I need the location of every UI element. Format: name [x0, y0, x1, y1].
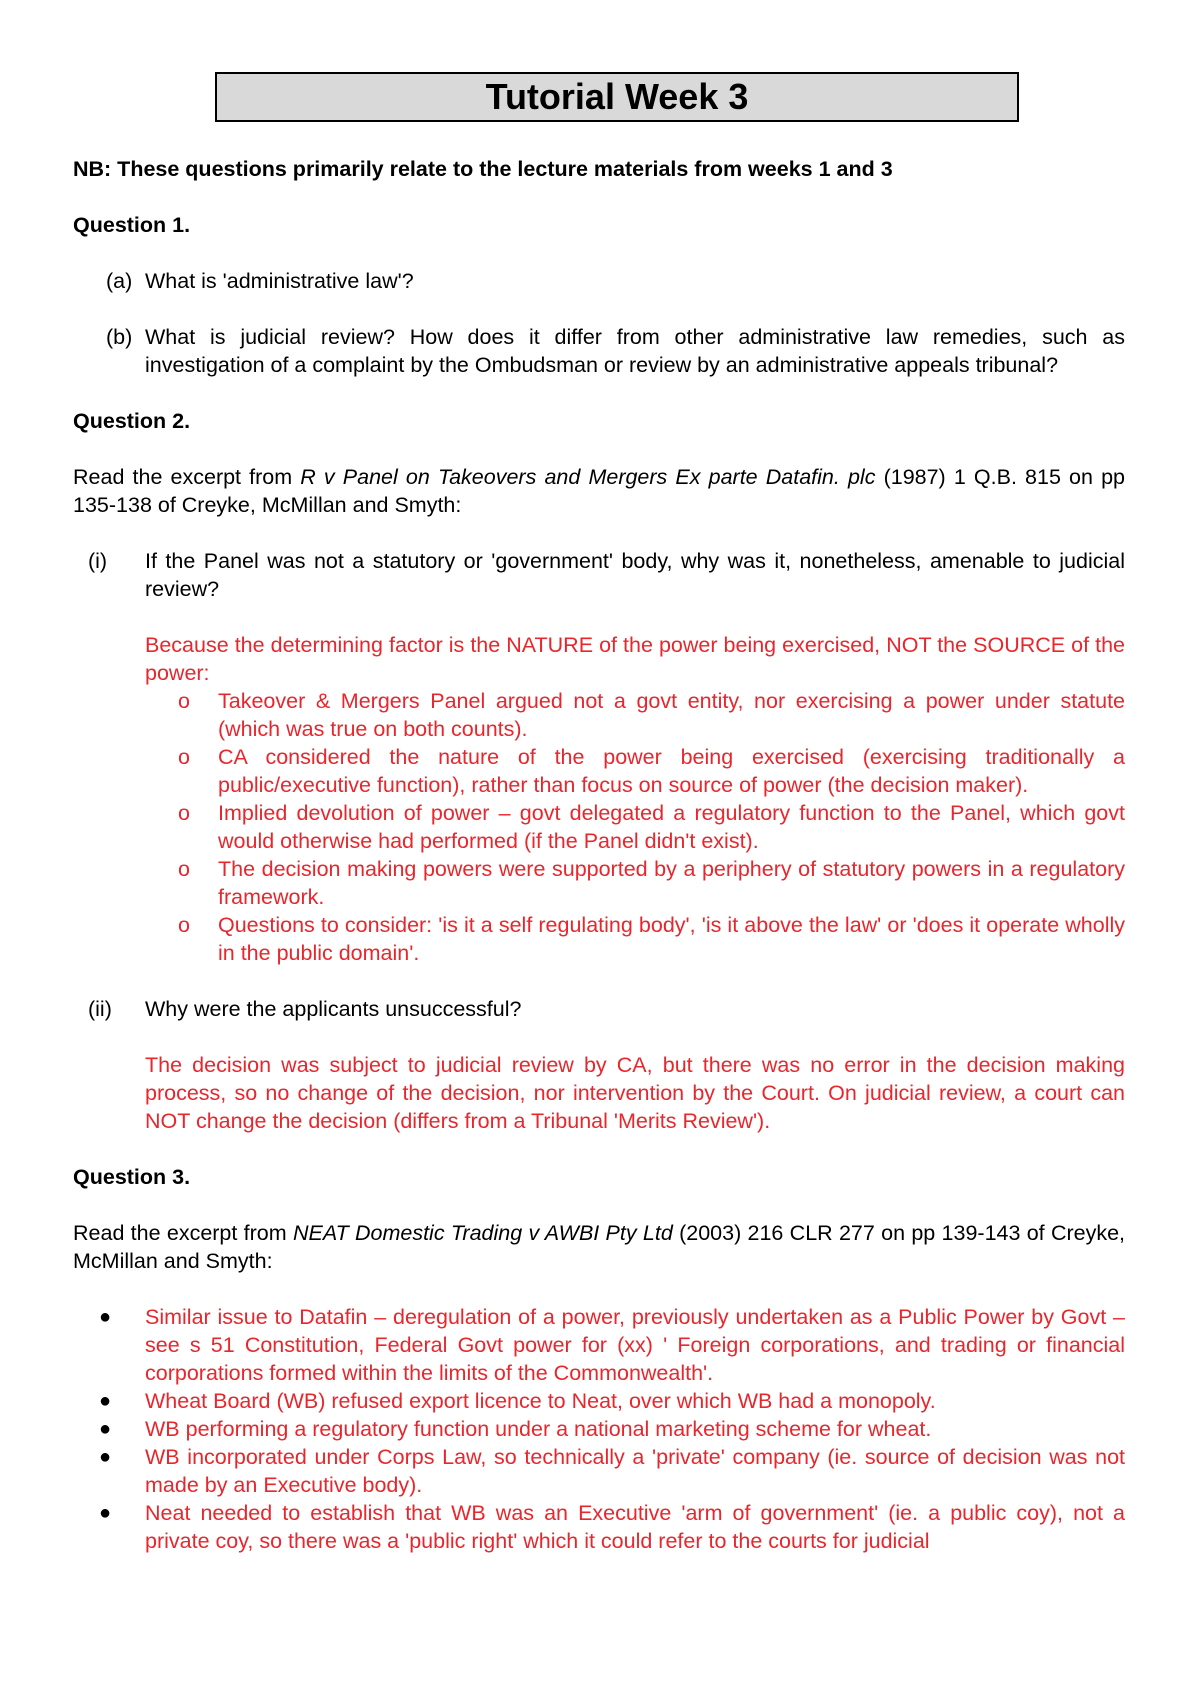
- circle-bullet-icon: o: [178, 857, 190, 881]
- question-2-intro-post: (1987) 1 Q.B. 815 on pp 135-138 of Creyke, McMillan and Smyth:: [73, 465, 1125, 517]
- list-item: [178, 911, 1125, 967]
- list-item-text: WB performing a regulatory function under a national marketing scheme for wheat.: [145, 1417, 932, 1441]
- list-item: [99, 1499, 1125, 1555]
- question-3-heading: Question 3.: [73, 1165, 191, 1189]
- list-item: [99, 1387, 1125, 1415]
- question-1a-label: (a): [106, 269, 133, 293]
- list-item-text: Takeover & Mergers Panel argued not a govt entity, nor exercising a power under statute (which was true on both counts).: [218, 689, 1125, 741]
- list-item: [178, 799, 1125, 855]
- question-2-intro: [73, 463, 1125, 519]
- question-1b: [73, 323, 1125, 379]
- question-3-intro-post: (2003) 216 CLR 277 on pp 139-143 of Creyke, McMillan and Smyth:: [73, 1221, 1126, 1273]
- question-2i-label: (i): [88, 549, 108, 573]
- bullet-icon: ●: [99, 1418, 112, 1440]
- list-item-text: Implied devolution of power – govt delegated a regulatory function to the Panel, which govt would otherwise had performed (if the Panel didn't exist).: [218, 801, 1125, 853]
- question-2ii-answer: The decision was subject to judicial review by CA, but there was no error in the decision making process, so no change of the decision, nor intervention by the Court. On judicial review, a court can NOT change the decision (differs from a Tribunal 'Merits Review').: [145, 1053, 1125, 1133]
- question-1a: [73, 267, 1125, 295]
- bullet-icon: ●: [99, 1390, 112, 1412]
- list-item: [99, 1415, 1125, 1443]
- question-2-intro-pre: Read the excerpt from: [73, 465, 301, 489]
- question-3-case-name: NEAT Domestic Trading v AWBI Pty Ltd: [292, 1221, 673, 1245]
- question-1-heading: Question 1.: [73, 213, 191, 237]
- circle-bullet-icon: o: [178, 689, 190, 713]
- list-item: [99, 1303, 1125, 1387]
- list-item-text: WB incorporated under Corps Law, so technically a 'private' company (ie. source of decision was not made by an Executive body).: [145, 1445, 1125, 1497]
- question-2i-text: If the Panel was not a statutory or 'government' body, why was it, nonetheless, amenable to judicial review?: [145, 549, 1125, 601]
- question-2ii: [73, 995, 1125, 1023]
- question-3-points: [99, 1303, 1125, 1555]
- list-item-text: Neat needed to establish that WB was an Executive 'arm of government' (ie. a public coy), not a private coy, so there was a 'public right' which it could refer to the courts for judicial: [145, 1501, 1125, 1553]
- question-3-intro-pre: Read the excerpt from: [73, 1221, 293, 1245]
- question-2ii-text: Why were the applicants unsuccessful?: [145, 997, 522, 1021]
- document-body: [73, 155, 1125, 1555]
- circle-bullet-icon: o: [178, 801, 190, 825]
- list-item: [178, 687, 1125, 743]
- question-2-case-name: R v Panel on Takeovers and Mergers Ex parte Datafin. plc: [300, 465, 876, 489]
- question-1b-text: What is judicial review? How does it differ from other administrative law remedies, such as investigation of a complaint by the Ombudsman or review by an administrative appeals tribunal?: [145, 325, 1125, 377]
- list-item-text: CA considered the nature of the power being exercised (exercising traditionally a public/executive function), rather than focus on source of power (the decision maker).: [218, 745, 1125, 797]
- nb-note: NB: These questions primarily relate to the lecture materials from weeks 1 and 3: [73, 157, 893, 181]
- circle-bullet-icon: o: [178, 745, 190, 769]
- question-1b-label: (b): [106, 325, 133, 349]
- question-2i: [73, 547, 1125, 603]
- bullet-icon: ●: [99, 1502, 112, 1524]
- question-2-heading: Question 2.: [73, 409, 191, 433]
- list-item-text: Similar issue to Datafin – deregulation of a power, previously undertaken as a Public Power by Govt – see s 51 Constitution, Federal Govt power for (xx) ' Foreign corporations, and trading or financial corporations formed within the limits of the Commonwealth'.: [145, 1305, 1125, 1385]
- bullet-icon: ●: [99, 1446, 112, 1468]
- question-2i-answer: Because the determining factor is the NATURE of the power being exercised, NOT the SOURCE of the power:: [145, 633, 1125, 685]
- bullet-icon: ●: [99, 1306, 112, 1328]
- list-item: [99, 1443, 1125, 1499]
- question-3-intro: [73, 1219, 1125, 1275]
- question-1a-text: What is 'administrative law'?: [145, 269, 414, 293]
- list-item: [178, 855, 1125, 911]
- list-item-text: Wheat Board (WB) refused export licence to Neat, over which WB had a monopoly.: [145, 1389, 936, 1413]
- page-title: Tutorial Week 3: [215, 72, 1019, 122]
- list-item-text: The decision making powers were supported by a periphery of statutory powers in a regulatory framework.: [218, 857, 1125, 909]
- question-2i-points: [178, 687, 1125, 967]
- list-item: [178, 743, 1125, 799]
- question-2ii-label: (ii): [88, 997, 112, 1021]
- circle-bullet-icon: o: [178, 913, 190, 937]
- list-item-text: Questions to consider: 'is it a self regulating body', 'is it above the law' or 'does it operate wholly in the public domain'.: [218, 913, 1125, 965]
